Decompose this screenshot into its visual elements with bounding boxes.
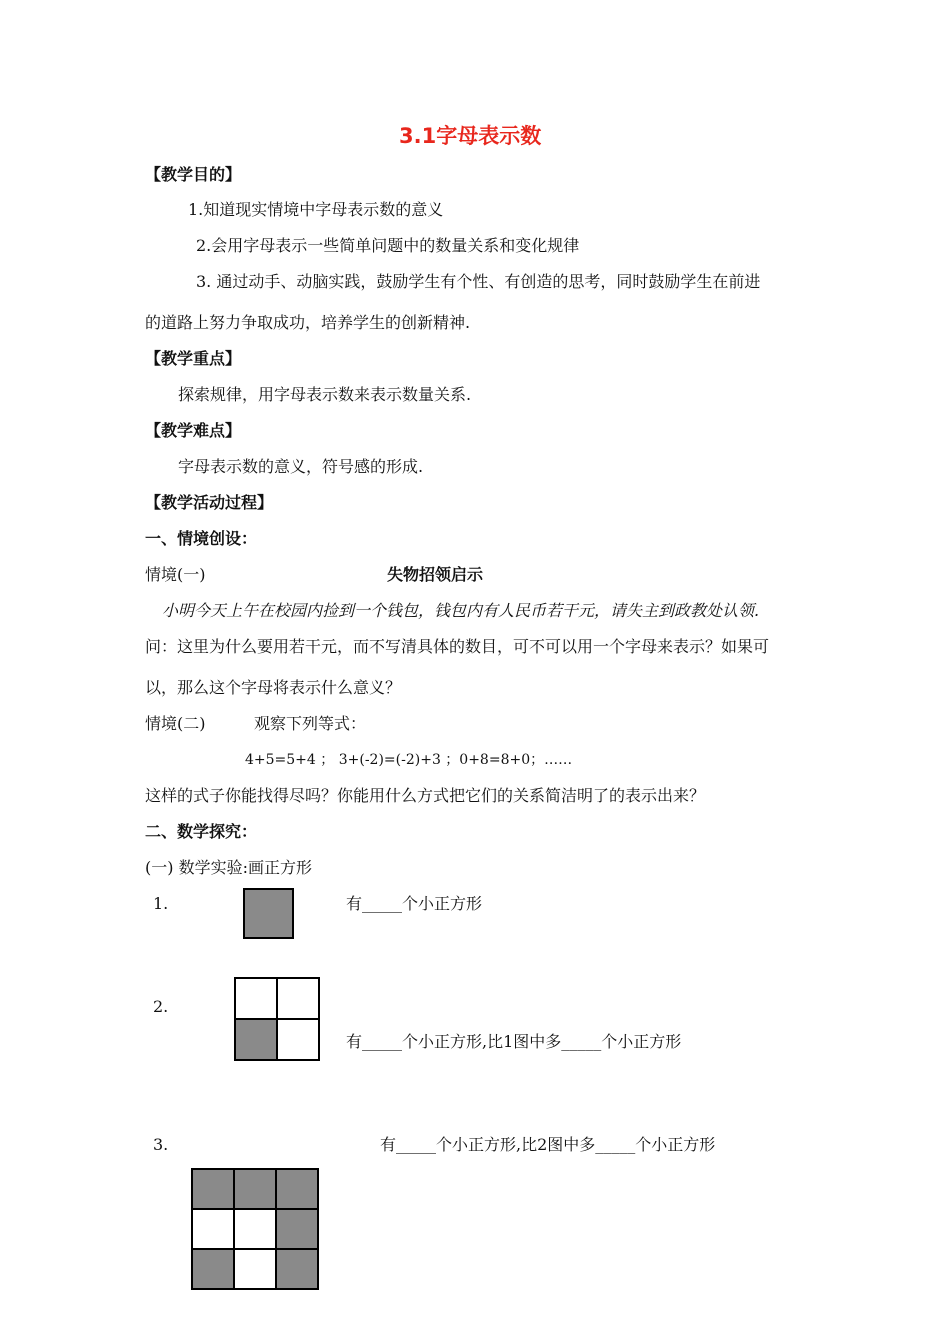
- cell-empty: [277, 1019, 319, 1060]
- scene-2-text: 观察下列等式：: [254, 714, 367, 733]
- cell-empty: [277, 978, 319, 1019]
- cell-empty: [192, 1209, 234, 1249]
- key-points-heading: 【教学重点】: [145, 349, 242, 368]
- question-line1: 问：这里为什么要用若干元，而不写清具体的数目，可不可以用一个字母来表示？如果可: [145, 637, 770, 656]
- cell-empty: [234, 1249, 276, 1289]
- item-2-question: 有_____个小正方形,比1图中多_____个小正方形: [346, 1032, 682, 1051]
- cell-shaded: [192, 1169, 234, 1209]
- item-2-number: 2.: [153, 997, 169, 1016]
- objective-item-1: 1.知道现实情境中字母表示数的意义: [188, 200, 444, 219]
- equations: 4+5=5+4 ； 3+(-2)=(-2)+3 ；0+8=8+0；……: [245, 752, 573, 768]
- item-1-question: 有_____个小正方形: [346, 894, 483, 913]
- experiment-title: (一) 数学实验:画正方形: [145, 858, 312, 877]
- scene-2-question: 这样的式子你能找得尽吗？你能用什么方式把它们的关系简洁明了的表示出来？: [145, 786, 706, 805]
- figure-3-grid: [191, 1168, 319, 1290]
- scene-1-label: 情境(一): [145, 565, 206, 584]
- item-3-number: 3.: [153, 1135, 169, 1154]
- item-3-question: 有_____个小正方形,比2图中多_____个小正方形: [380, 1135, 716, 1154]
- objective-item-3-line1: 3. 通过动手、动脑实践，鼓励学生有个性、有创造的思考，同时鼓励学生在前进: [196, 272, 761, 291]
- cell-shaded: [244, 889, 293, 938]
- key-points-text: 探索规律，用字母表示数来表示数量关系.: [178, 385, 472, 404]
- scene-2-label: 情境(二): [145, 714, 206, 733]
- cell-shaded: [276, 1169, 318, 1209]
- objective-item-2: 2.会用字母表示一些简单问题中的数量关系和变化规律: [196, 236, 580, 255]
- figure-1-grid: [243, 888, 294, 939]
- cell-shaded: [235, 1019, 277, 1060]
- cell-empty: [235, 978, 277, 1019]
- objectives-heading: 【教学目的】: [145, 165, 242, 184]
- objective-item-3-line2: 的道路上努力争取成功，培养学生的创新精神.: [145, 313, 471, 332]
- cell-shaded: [276, 1209, 318, 1249]
- page-title: 3.1字母表示数: [399, 124, 542, 148]
- scene-1-notice: 小明今天上午在校园内捡到一个钱包，钱包内有人民币若干元，请失主到政教处认领.: [162, 601, 760, 620]
- difficulties-text: 字母表示数的意义，符号感的形成.: [178, 457, 424, 476]
- cell-shaded: [192, 1249, 234, 1289]
- question-line2: 以，那么这个字母将表示什么意义？: [145, 678, 402, 697]
- cell-shaded: [276, 1249, 318, 1289]
- cell-shaded: [234, 1169, 276, 1209]
- section-2-heading: 二、数学探究：: [145, 822, 258, 841]
- figure-2-grid: [234, 977, 320, 1061]
- item-1-number: 1.: [153, 894, 169, 913]
- section-1-heading: 一、情境创设：: [145, 529, 258, 548]
- difficulties-heading: 【教学难点】: [145, 421, 242, 440]
- cell-empty: [234, 1209, 276, 1249]
- process-heading: 【教学活动过程】: [145, 493, 274, 512]
- scene-1-title: 失物招领启示: [387, 565, 484, 584]
